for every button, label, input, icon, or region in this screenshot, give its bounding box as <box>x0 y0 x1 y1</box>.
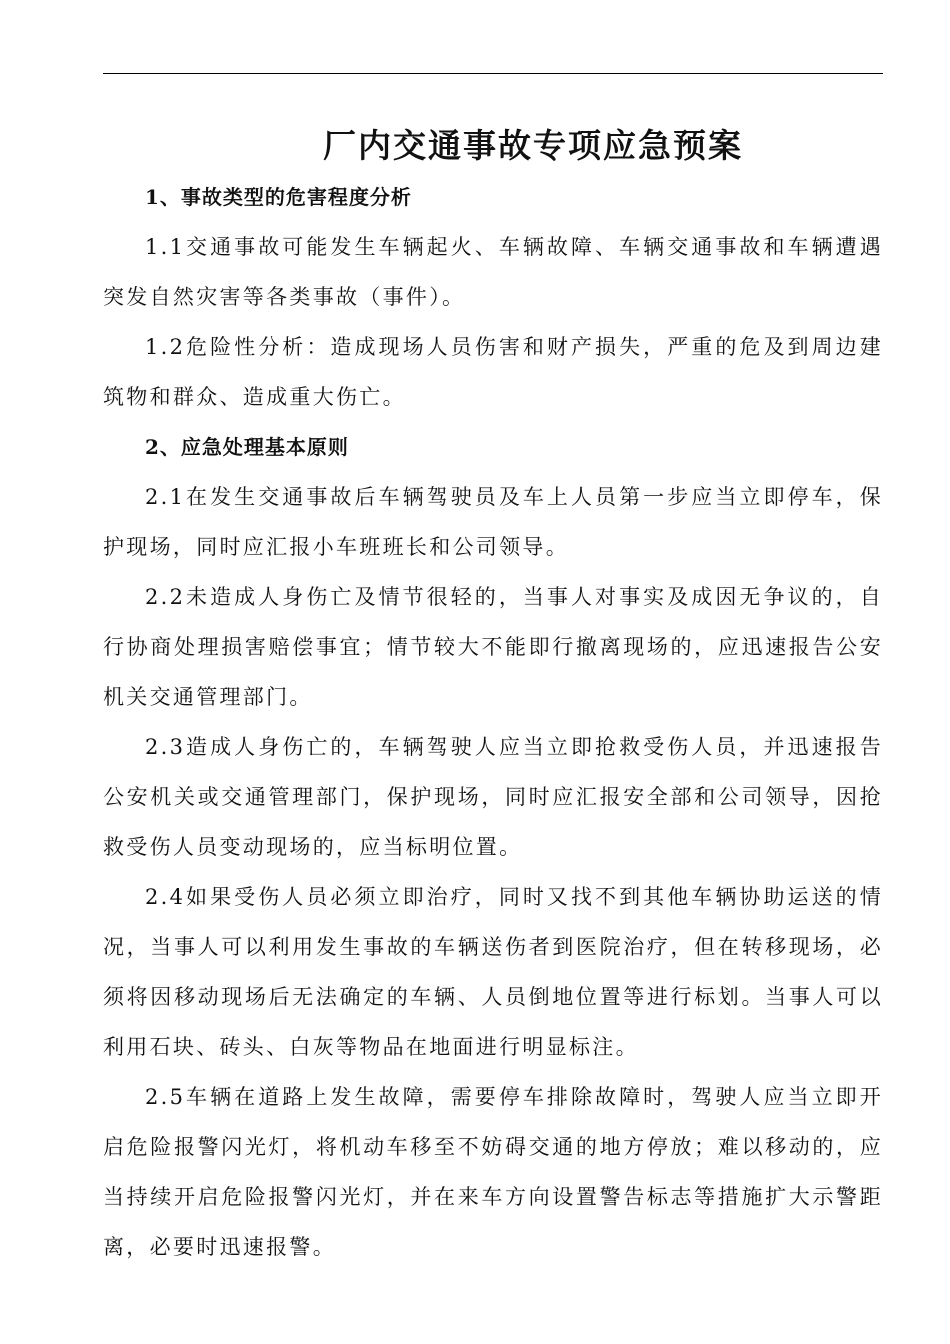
paragraph-2-1: 2.1在发生交通事故后车辆驾驶员及车上人员第一步应当立即停车，保护现场，同时应汇报小车班班长和公司领导。 <box>103 485 883 559</box>
paragraph-2-4: 2.4如果受伤人员必须立即治疗，同时又找不到其他车辆协助运送的情况，当事人可以利用发生事故的车辆送伤者到医院治疗，但在转移现场，必须将因移动现场后无法确定的车辆、人员倒地位置等进行标划。当事人可以利用石块、砖头、白灰等物品在地面进行明显标注。 <box>103 885 883 1059</box>
section-1-heading: 1、事故类型的危害程度分析 <box>145 185 412 209</box>
paragraph-2-2: 2.2未造成人身伤亡及情节很轻的，当事人对事实及成因无争议的，自行协商处理损害赔偿事宜；情节较大不能即行撤离现场的，应迅速报告公安机关交通管理部门。 <box>103 585 883 709</box>
paragraph-2-3: 2.3造成人身伤亡的，车辆驾驶人应当立即抢救受伤人员，并迅速报告公安机关或交通管理部门，保护现场，同时应汇报安全部和公司领导，因抢救受伤人员变动现场的，应当标明位置。 <box>103 735 883 859</box>
paragraph-2-5: 2.5车辆在道路上发生故障，需要停车排除故障时，驾驶人应当立即开启危险报警闪光灯，将机动车移至不妨碍交通的地方停放；难以移动的，应当持续开启危险报警闪光灯，并在来车方向设置警告标志等措施扩大示警距离，必要时迅速报警。 <box>103 1085 883 1259</box>
paragraph-1-1: 1.1交通事故可能发生车辆起火、车辆故障、车辆交通事故和车辆遭遇突发自然灾害等各类事故（事件）。 <box>103 235 883 309</box>
document-body <box>103 172 883 1272</box>
document-title: 厂内交通事故专项应急预案 <box>323 126 743 166</box>
header-rule <box>103 73 883 74</box>
section-2-heading: 2、应急处理基本原则 <box>145 435 349 459</box>
paragraph-1-2: 1.2危险性分析：造成现场人员伤害和财产损失，严重的危及到周边建筑物和群众、造成重大伤亡。 <box>103 335 883 409</box>
